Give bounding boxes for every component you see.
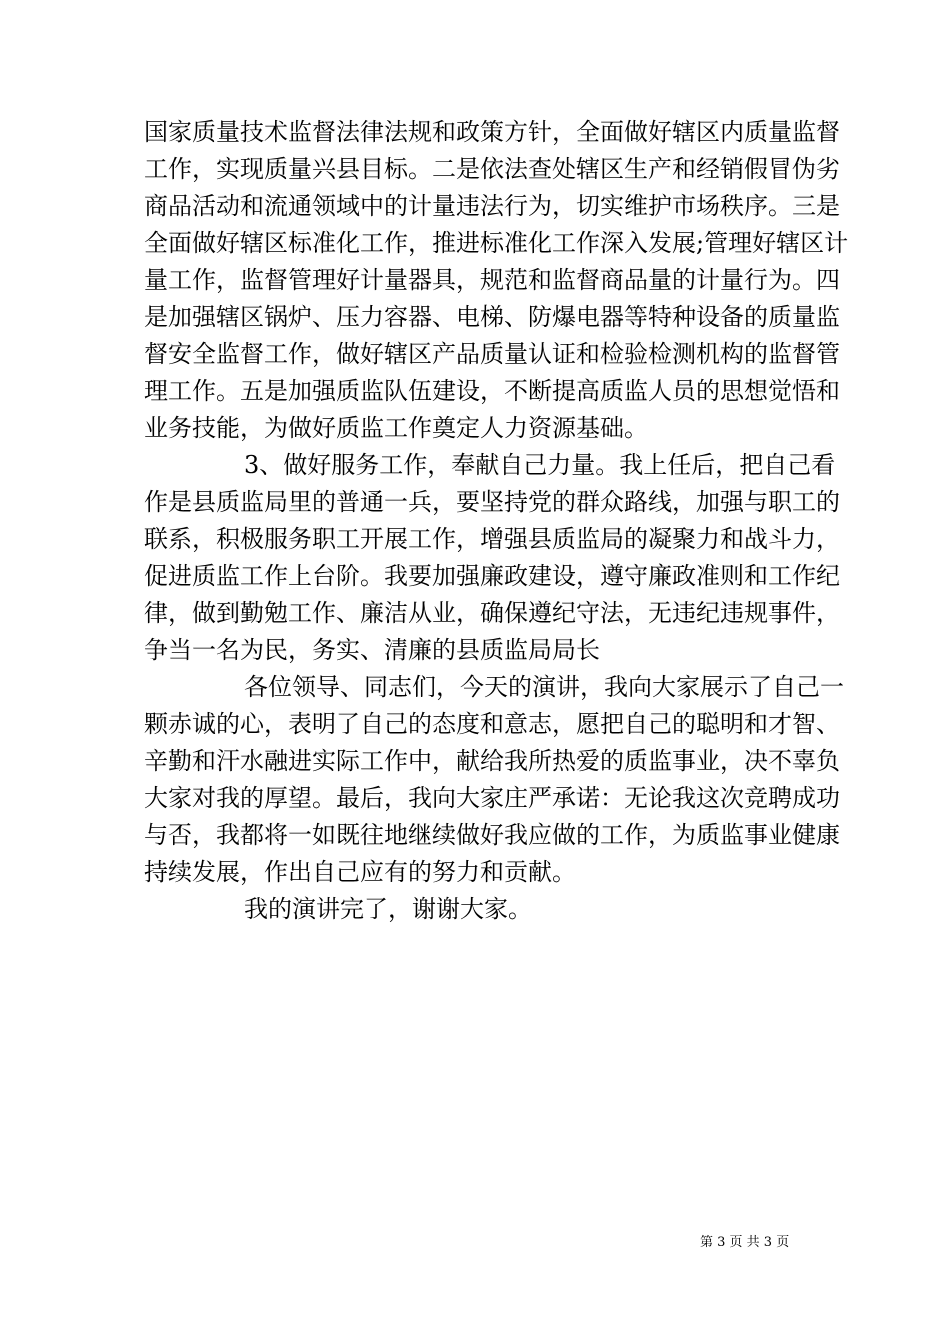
text-line: 国家质量技术监督法律法规和政策方针，全面做好辖区内质量监督	[144, 118, 840, 146]
text-line: 持续发展，作出自己应有的努力和贡献。	[144, 858, 576, 886]
text-line: 律，做到勤勉工作、廉洁从业，确保遵纪守法，无违纪违规事件，	[144, 599, 840, 627]
text-line: 全面做好辖区标准化工作，推进标准化工作深入发展;管理好辖区计	[144, 229, 849, 257]
text-line: 是加强辖区锅炉、压力容器、电梯、防爆电器等特种设备的质量监	[144, 303, 840, 331]
paragraph-3-first-line: 3、做好服务工作，奉献自己力量。我上任后，把自己看	[244, 451, 836, 479]
text-line: 与否，我都将一如既往地继续做好我应做的工作，为质监事业健康	[144, 821, 840, 849]
text-line: 商品活动和流通领域中的计量违法行为，切实维护市场秩序。三是	[144, 192, 840, 220]
closing-paragraph-first-line: 各位领导、同志们，今天的演讲，我向大家展示了自己一	[244, 673, 844, 701]
text-line: 理工作。五是加强质监队伍建设，不断提高质监人员的思想觉悟和	[144, 377, 840, 405]
text-line: 督安全监督工作，做好辖区产品质量认证和检验检测机构的监督管	[144, 340, 840, 368]
page-number-footer: 第 3 页 共 3 页	[700, 1235, 790, 1250]
text-line: 作是县质监局里的普通一兵，要坚持党的群众路线，加强与职工的	[144, 488, 840, 516]
text-line: 量工作，监督管理好计量器具，规范和监督商品量的计量行为。四	[144, 266, 840, 294]
text-line: 工作，实现质量兴县目标。二是依法查处辖区生产和经销假冒伪劣	[144, 155, 840, 183]
text-line: 联系，积极服务职工开展工作，增强县质监局的凝聚力和战斗力，	[144, 525, 840, 553]
text-line: 促进质监工作上台阶。我要加强廉政建设，遵守廉政准则和工作纪	[144, 562, 840, 590]
text-line: 大家对我的厚望。最后，我向大家庄严承诺：无论我这次竞聘成功	[144, 784, 840, 812]
document-body	[144, 114, 849, 928]
text-line: 业务技能，为做好质监工作奠定人力资源基础。	[144, 414, 648, 442]
text-line: 争当一名为民，务实、清廉的县质监局局长	[144, 636, 600, 664]
text-line: 辛勤和汗水融进实际工作中，献给我所热爱的质监事业，决不辜负	[144, 747, 840, 775]
final-line: 我的演讲完了，谢谢大家。	[244, 895, 532, 923]
text-line: 颗赤诚的心，表明了自己的态度和意志，愿把自己的聪明和才智、	[144, 710, 840, 738]
